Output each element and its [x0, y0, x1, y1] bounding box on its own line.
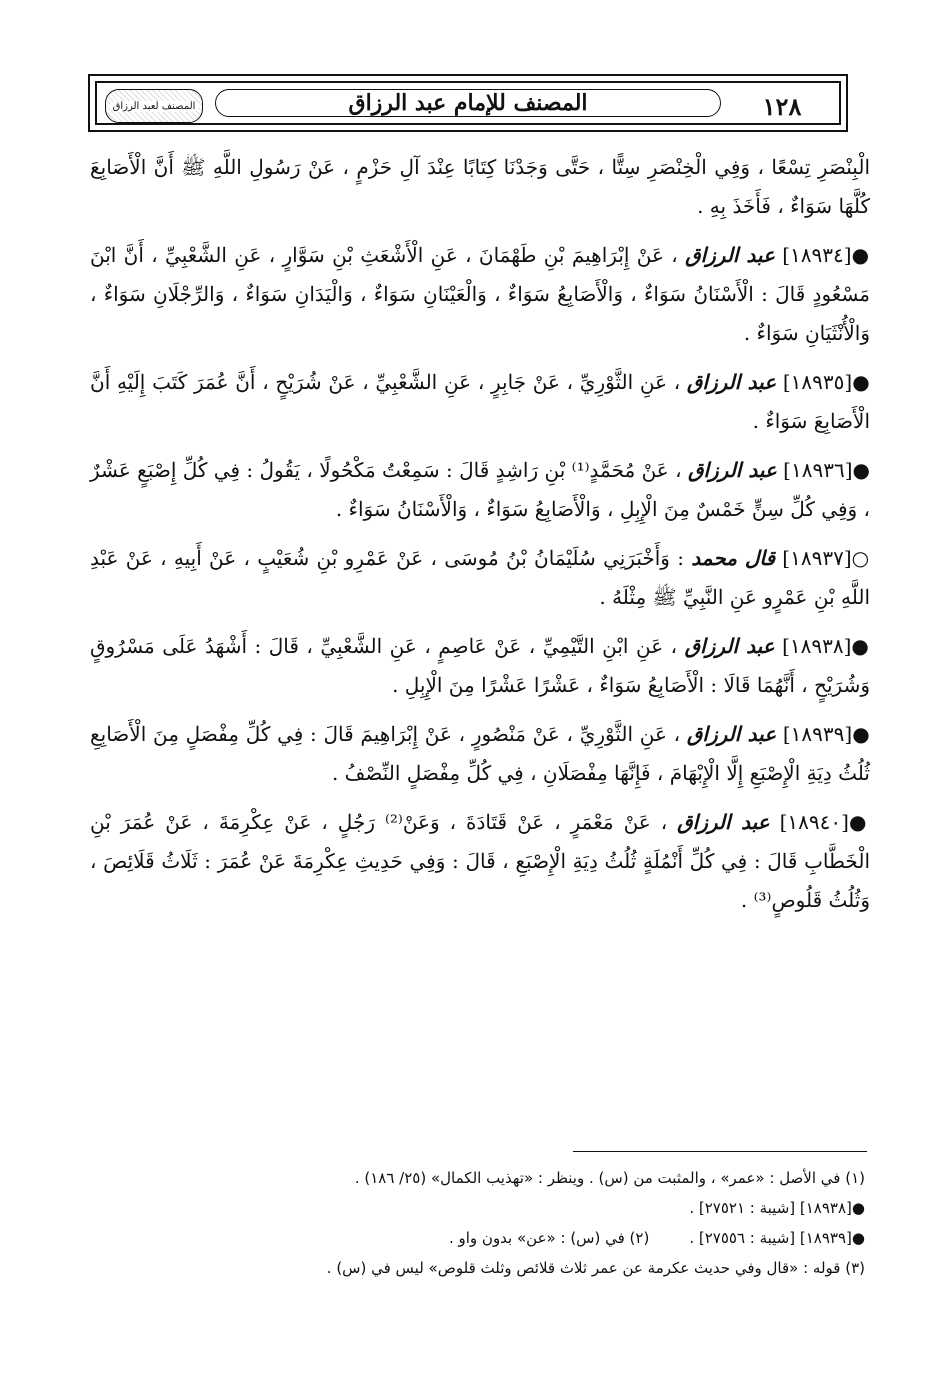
hadith-number: [١٨٩٤٠]: [779, 810, 849, 834]
paragraph-text: الْبِنْصَرِ تِسْعًا ، وَفِي الْخِنْصَرِ سِتًّا ، حَتَّى وَجَدْنَا كِتَابًا عِنْدَ آلِ حَزْمٍ ، عَنْ رَسُولِ اللَّهِ ﷺ أَنَّ الْأَصَابِعَ كُلَّهَا سَوَاءٌ ، فَأَخَذَ بِهِ .: [90, 155, 870, 218]
source-ref-18938: ●[١٨٩٣٨] [شيبة : ٢٧٥٢١] .: [689, 1199, 865, 1217]
paragraph-text: ، عَنِ ابْنِ التَّيْمِيِّ ، عَنْ عَاصِمٍ ، عَنِ الشَّعْبِيِّ ، قَالَ : أَشْهَدُ عَلَى مَسْرُوقٍ وَشُرَيْحٍ ، أَنَّهُمَا قَالَا : الْأَصَابِعُ سَوَاءٌ ، عَشْرًا عَشْرًا مِنَ الْإِبِلِ .: [90, 634, 870, 697]
bullet-marker: ●: [852, 370, 870, 394]
hadith-number: [١٨٩٣٥]: [782, 370, 853, 394]
paragraph-text: ، عَنْ مَعْمَرٍ ، عَنْ قَتَادَةَ ، وَعَنْ⁽²⁾ رَجُلٍ ، عَنْ عِكْرِمَةَ ، عَنْ عُمَرَ بْنِ الْخَطَّابِ قَالَ : فِي كُلِّ أَنْمُلَةٍ ثُلُثُ دِيَةِ الْإِصْبَعِ ، قَالَ : وَفِي حَدِيثِ عِكْرِمَةَ عَنْ عُمَرَ : ثَلَاثُ قَلَائِصَ ، وَثُلُثُ قَلُوصٍ⁽³⁾ .: [90, 810, 870, 912]
hadith-18940: [90, 803, 870, 920]
author-name: عبد الرزاق: [687, 458, 777, 482]
footnote-row: [90, 1223, 865, 1253]
footnote-3: (٣) قوله : «قال وفي حديث عكرمة عن عمر ثلاث قلائص وثلث قلوص» ليس في (س) .: [326, 1259, 865, 1277]
author-name: قال محمد: [691, 546, 776, 570]
bullet-marker: ●: [851, 634, 871, 658]
footnote-1: (١) في الأصل : «عمر» ، والمثبت من (س) . وينظر : «تهذيب الكمال» (٢٥/ ١٨٦) .: [354, 1169, 865, 1187]
page-header: [88, 74, 848, 132]
bullet-marker: ●: [848, 810, 871, 834]
author-name: عبد الرزاق: [684, 634, 775, 658]
author-name: عبد الرزاق: [677, 810, 770, 834]
main-text: [90, 148, 870, 930]
hadith-18934: [90, 236, 870, 353]
source-ref-18939: ●[١٨٩٣٩] [شيبة : ٢٧٥٥٦] .: [689, 1229, 865, 1247]
hadith-18935: [90, 363, 870, 441]
hadith-number: [١٨٩٣٩]: [782, 722, 853, 746]
bullet-marker: ●: [852, 722, 871, 746]
paragraph-text: ، عَنْ إِبْرَاهِيمَ بْنِ طَهْمَانَ ، عَنِ الْأَشْعَثِ بْنِ سَوَّارٍ ، عَنِ الشَّعْبِيِّ ، أَنَّ ابْنَ مَسْعُودٍ قَالَ : الْأَسْنَانُ سَوَاءٌ ، وَالْأَصَابِعُ سَوَاءٌ ، وَالْعَيْنَانِ سَوَاءٌ ، وَالْيَدَانِ سَوَاءٌ ، وَالرِّجْلَانِ سَوَاءٌ ، وَالْأُنْثَيَانِ سَوَاءٌ .: [90, 243, 870, 345]
paragraph-continuation: [90, 148, 870, 226]
bullet-marker: ●: [852, 458, 870, 482]
footnote-2: (٢) في (س) : «عن» بدون واو .: [448, 1229, 650, 1247]
paragraph-text: ، عَنِ الثَّوْرِيِّ ، عَنْ مَنْصُورٍ ، عَنْ إِبْرَاهِيمَ قَالَ : فِي كُلِّ مِفْصَلٍ مِنَ الْأَصَابِعِ ثُلُثُ دِيَةِ الْإِصْبَعِ إِلَّا الْإِبْهَامَ ، فَإِنَّهَا مِفْصَلَانِ ، فِي كُلِّ مِفْصَلٍ النِّصْفُ .: [90, 722, 870, 785]
author-name: عبد الرزاق: [685, 243, 775, 267]
paragraph-text: ، عَنِ الثَّوْرِيِّ ، عَنْ جَابِرٍ ، عَنِ الشَّعْبِيِّ ، عَنْ شُرَيْحٍ ، أَنَّ عُمَرَ كَتَبَ إِلَيْهِ أَنَّ الْأَصَابِعَ سَوَاءٌ .: [90, 370, 870, 433]
header-frame: [95, 81, 841, 125]
paragraph-text: : وَأَخْبَرَنِي سُلَيْمَانُ بْنُ مُوسَى ، عَنْ عَمْرِو بْنِ شُعَيْبٍ ، عَنْ أَبِيهِ ، عَنْ عَبْدِ اللَّهِ بْنِ عَمْرٍو عَنِ النَّبِيِّ ﷺ مِثْلَهُ .: [90, 546, 870, 609]
paragraph-text: ، عَنْ مُحَمَّدٍ⁽¹⁾ بْنِ رَاشِدٍ قَالَ : سَمِعْتُ مَكْحُولًا ، يَقُولُ : فِي كُلِّ إِصْبَعٍ عَشْرٌ ، وَفِي كُلِّ سِنٍّ خَمْسٌ مِنَ الْإِبِلِ ، وَالْأَصَابِعُ سَوَاءٌ ، وَالْأَسْنَانُ سَوَاءٌ .: [90, 458, 870, 521]
author-name: عبد الرزاق: [686, 370, 777, 394]
bullet-marker: ○: [851, 546, 871, 570]
author-name: عبد الرزاق: [686, 722, 777, 746]
hadith-number: [١٨٩٣٦]: [783, 458, 853, 482]
hadith-18939: [90, 715, 870, 793]
seal-logo: المصنف لعبد الرزاق: [105, 89, 203, 123]
footnotes: [90, 1163, 865, 1283]
footnote-separator: [573, 1151, 867, 1152]
bullet-marker: ●: [851, 243, 871, 267]
hadith-18937: [90, 539, 870, 617]
hadith-18936: [90, 451, 870, 529]
book-title: المصنف للإمام عبد الرزاق: [215, 89, 721, 117]
hadith-number: [١٨٩٣٤]: [782, 243, 852, 267]
page-number: ١٢٨: [731, 89, 833, 123]
hadith-number: [١٨٩٣٧]: [782, 546, 852, 570]
hadith-number: [١٨٩٣٨]: [782, 634, 852, 658]
hadith-18938: [90, 627, 870, 705]
